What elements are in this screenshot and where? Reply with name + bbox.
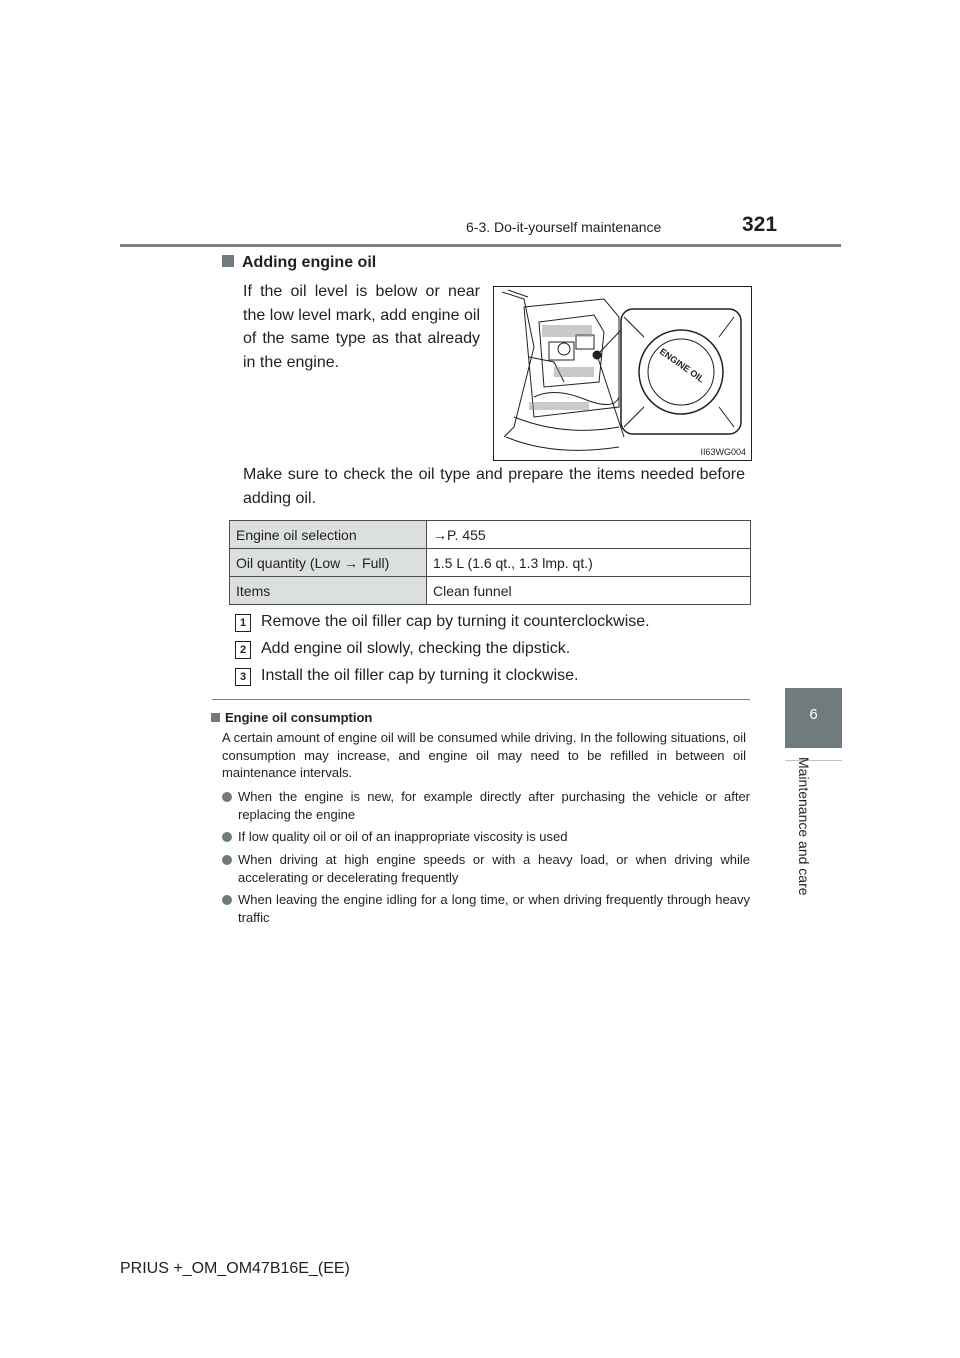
bullet-icon bbox=[222, 855, 232, 865]
table-value: 1.5 L (1.6 qt., 1.3 lmp. qt.) bbox=[427, 549, 751, 577]
list-item-text: When leaving the engine idling for a long time, or when driving frequently through heavy traffic bbox=[238, 892, 750, 925]
table-row bbox=[230, 521, 751, 549]
section-divider bbox=[212, 699, 750, 700]
list-item bbox=[222, 828, 750, 846]
step-number: 1 bbox=[235, 614, 251, 632]
chapter-label bbox=[793, 757, 813, 907]
table-row bbox=[230, 549, 751, 577]
chapter-label-text: Maintenance and care bbox=[796, 757, 812, 896]
chapter-number: 6 bbox=[809, 706, 818, 723]
table-value: →P. 455 bbox=[427, 521, 751, 549]
table-row bbox=[230, 577, 751, 605]
subsection-heading bbox=[211, 710, 372, 725]
section-heading-text: Adding engine oil bbox=[242, 254, 377, 271]
section-heading bbox=[222, 254, 376, 272]
figure-code: II63WG004 bbox=[700, 447, 746, 457]
list-item-text: When the engine is new, for example directly after purchasing the vehicle or after replacing the engine bbox=[238, 789, 750, 822]
subsection-heading-text: Engine oil consumption bbox=[225, 710, 373, 725]
step-number: 2 bbox=[235, 641, 251, 659]
list-item bbox=[222, 788, 750, 823]
document-code: PRIUS +_OM_OM47B16E_(EE) bbox=[120, 1260, 350, 1277]
step-number: 3 bbox=[235, 668, 251, 686]
bullet-icon bbox=[222, 895, 232, 905]
section-title: 6-3. Do-it-yourself maintenance bbox=[466, 219, 662, 235]
list-item-text: When driving at high engine speeds or with a heavy load, or when driving while accelerating or decelerating frequently bbox=[238, 852, 750, 885]
step-text: Add engine oil slowly, checking the dipstick. bbox=[261, 640, 571, 657]
table-key: Oil quantity (Low → Full) bbox=[230, 549, 427, 577]
note-paragraph: Make sure to check the oil type and prepare the items needed before adding oil. bbox=[243, 466, 745, 507]
page-number: 321 bbox=[742, 213, 778, 236]
bullet-icon bbox=[222, 832, 232, 842]
oil-spec-table bbox=[229, 520, 751, 605]
step-text: Remove the oil filler cap by turning it counterclockwise. bbox=[261, 613, 650, 630]
list-item bbox=[222, 891, 750, 926]
intro-paragraph: If the oil level is below or near the low level mark, add engine oil of the same type as that already in the engine. bbox=[243, 283, 480, 371]
heading-square-icon bbox=[222, 255, 234, 267]
table-key: Engine oil selection bbox=[230, 521, 427, 549]
table-key: Items bbox=[230, 577, 427, 605]
list-item bbox=[222, 851, 750, 886]
consumption-paragraph: A certain amount of engine oil will be consumed while driving. In the following situations, oil consumption may increase, and engine oil may need to be refilled in between oil maintenance intervals. bbox=[222, 730, 746, 780]
list-item-text: If low quality oil or oil of an inappropriate viscosity is used bbox=[238, 829, 568, 844]
header-divider bbox=[120, 244, 841, 247]
cap-label: ENGINE OIL bbox=[657, 346, 707, 385]
engine-oil-illustration bbox=[493, 286, 752, 461]
bullet-icon bbox=[222, 792, 232, 802]
step-text: Install the oil filler cap by turning it clockwise. bbox=[261, 667, 579, 684]
table-value: Clean funnel bbox=[427, 577, 751, 605]
heading-square-icon bbox=[211, 713, 220, 722]
engine-bay-drawing bbox=[494, 287, 751, 460]
